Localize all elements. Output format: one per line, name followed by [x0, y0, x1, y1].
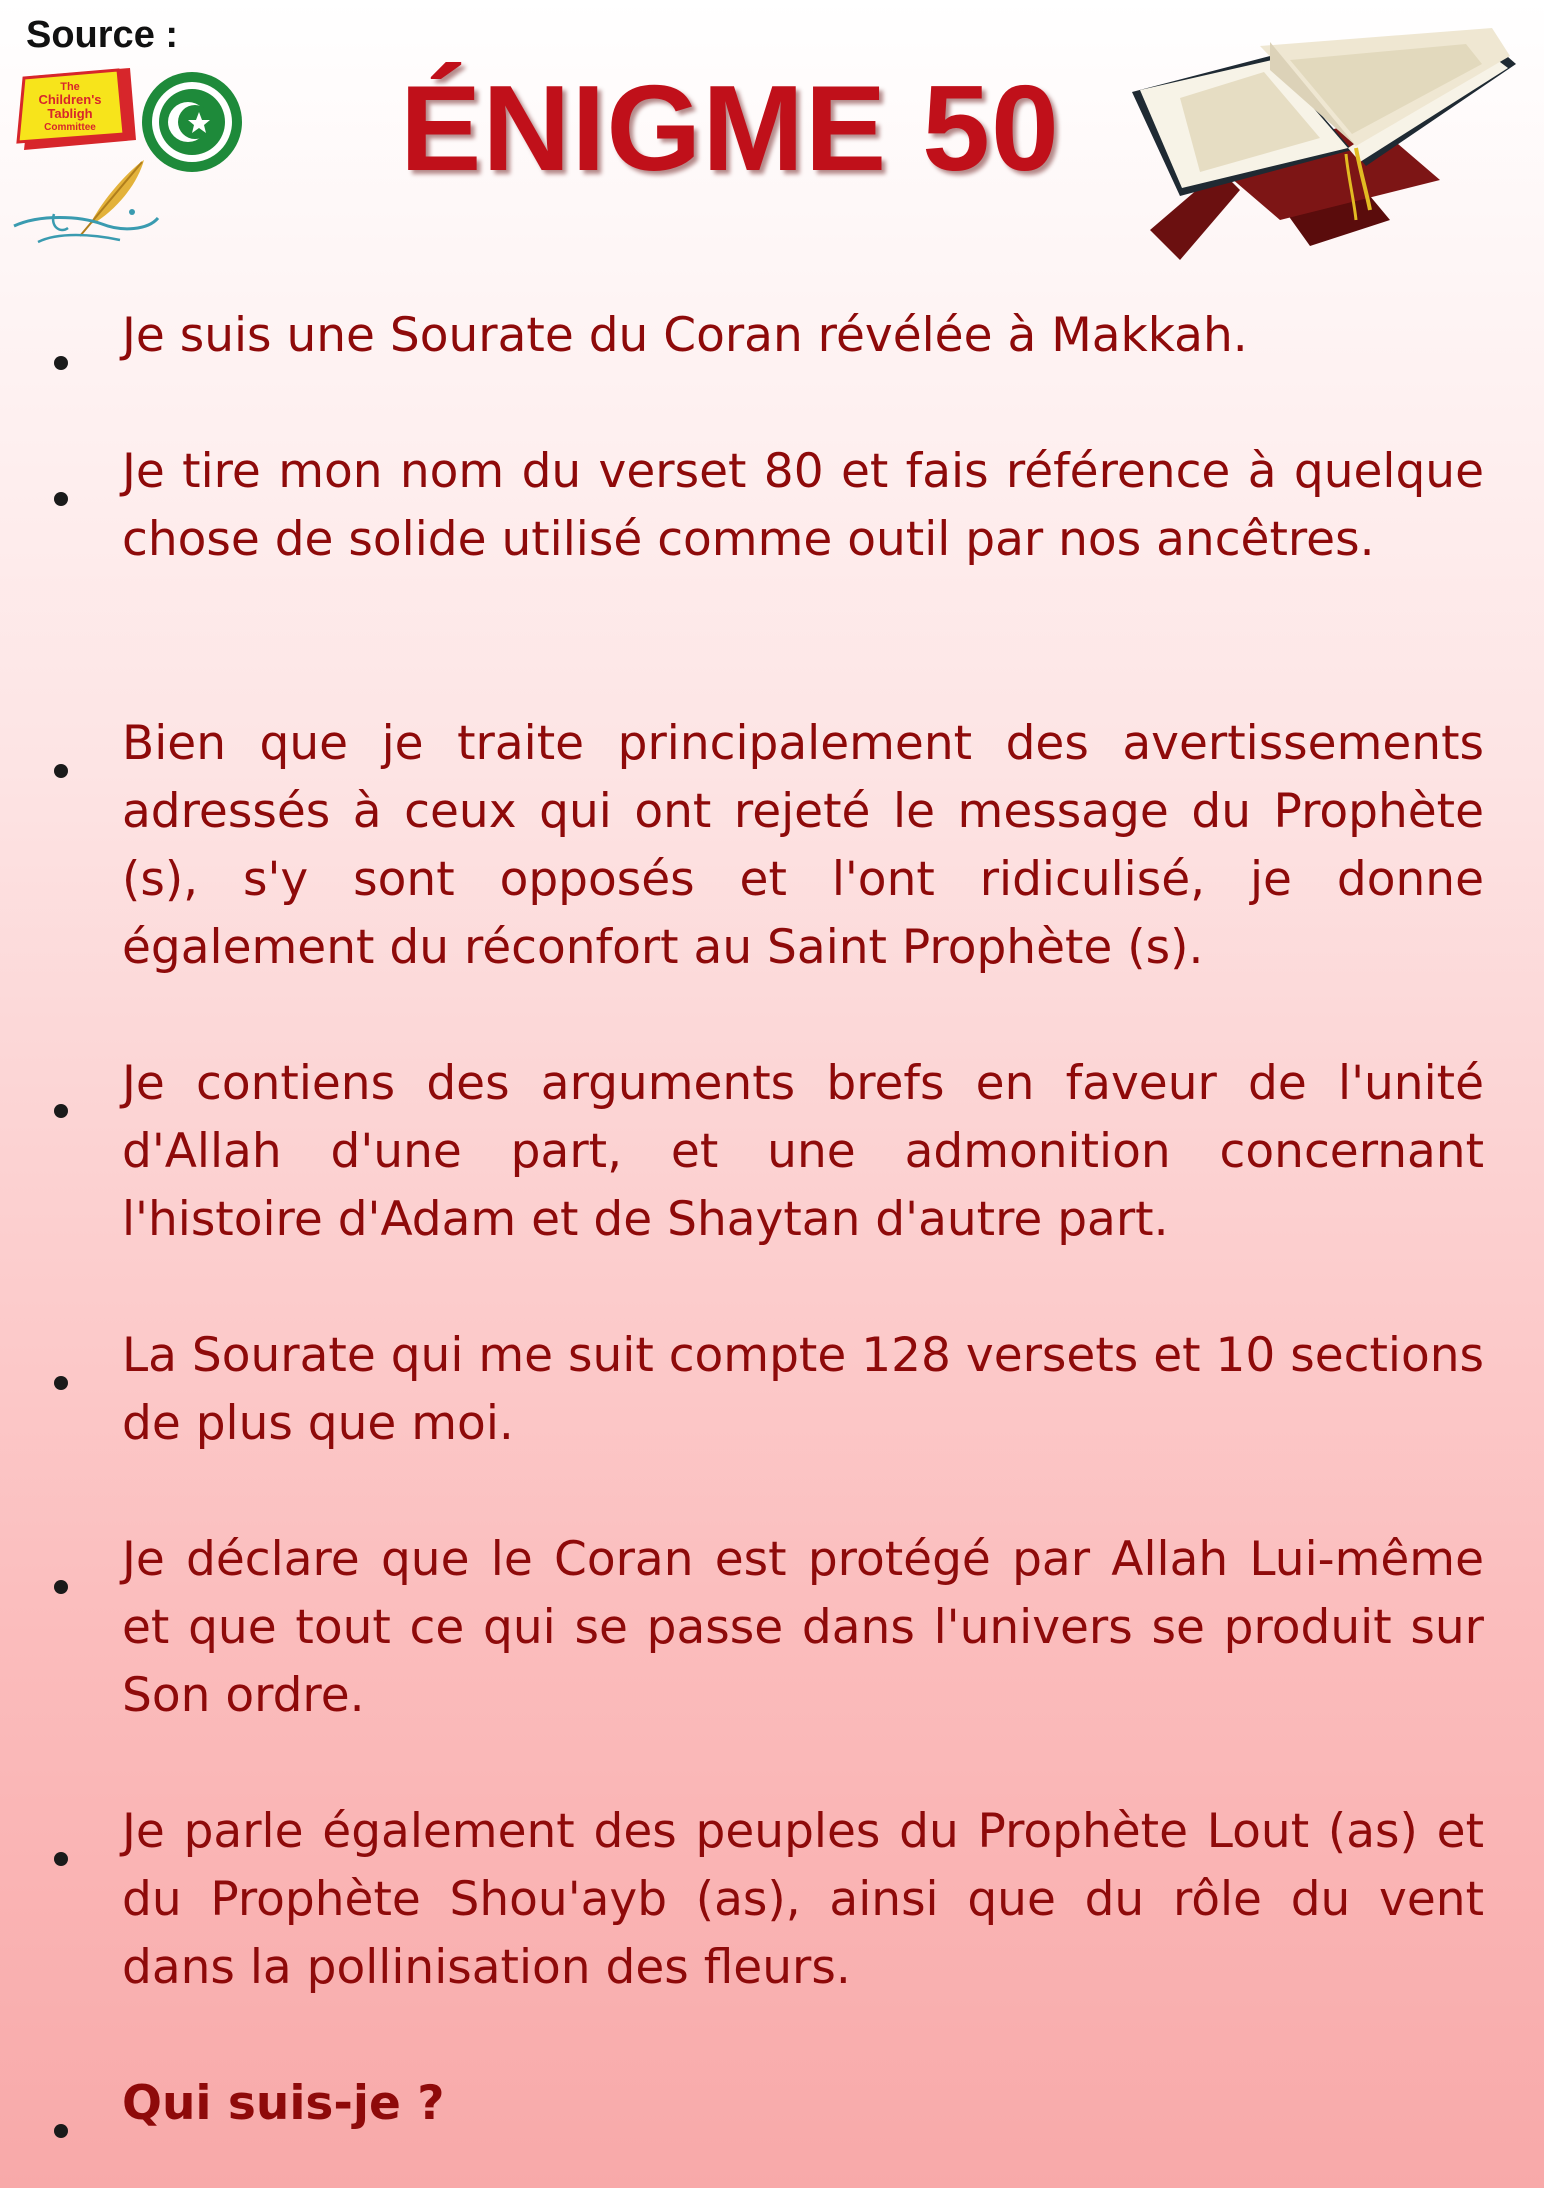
page-title: ÉNIGME 50: [400, 60, 1060, 196]
clue-text-4: Je contiens des arguments brefs en faveur de l'unité d'Allah d'une part, et une admonition concernant l'histoire d'Adam et de Shaytan d'autre part.: [122, 1056, 1484, 1247]
clue-text-2: Je tire mon nom du verset 80 et fais référence à quelque chose de solide utilisé comme outil par nos ancêtres.: [122, 444, 1484, 567]
logo-word-tabligh: Tabligh: [47, 106, 93, 121]
clue-text-7: Je parle également des peuples du Prophète Lout (as) et du Prophète Shou'ayb (as), ainsi que du rôle du vent dans la pollinisation des fleurs.: [122, 1804, 1484, 1995]
bullet-dot-icon: [54, 1852, 68, 1866]
bullet-dot-icon: [54, 1580, 68, 1594]
clue-text-1: Je suis une Sourate du Coran révélée à Makkah.: [122, 308, 1248, 363]
bullet-dot-icon: [54, 1104, 68, 1118]
bullet-dot-icon: [54, 764, 68, 778]
question-text: Qui suis-je ?: [122, 2076, 445, 2131]
source-label: Source :: [26, 14, 179, 56]
bullet-dot-icon: [54, 1376, 68, 1390]
clue-text-3: Bien que je traite principalement des avertissements adressés à ceux qui ont rejeté le message du Prophète (s), s'y sont opposés et l'ont ridiculisé, je donne également du réconfort au Saint Prophète (s).: [122, 716, 1484, 975]
logo-word-committee: Committee: [44, 122, 96, 133]
clue-text-5: La Sourate qui me suit compte 128 versets et 10 sections de plus que moi.: [122, 1328, 1484, 1451]
bullet-dot-icon: [54, 2124, 68, 2138]
bullet-dot-icon: [54, 492, 68, 506]
clue-text-6: Je déclare que le Coran est protégé par Allah Lui-même et que tout ce qui se passe dans l'univers se produit sur Son ordre.: [122, 1532, 1484, 1723]
logo-word-childrens: Children's: [38, 92, 102, 107]
bullet-dot-icon: [54, 356, 68, 370]
logo-word-the: The: [60, 81, 80, 93]
